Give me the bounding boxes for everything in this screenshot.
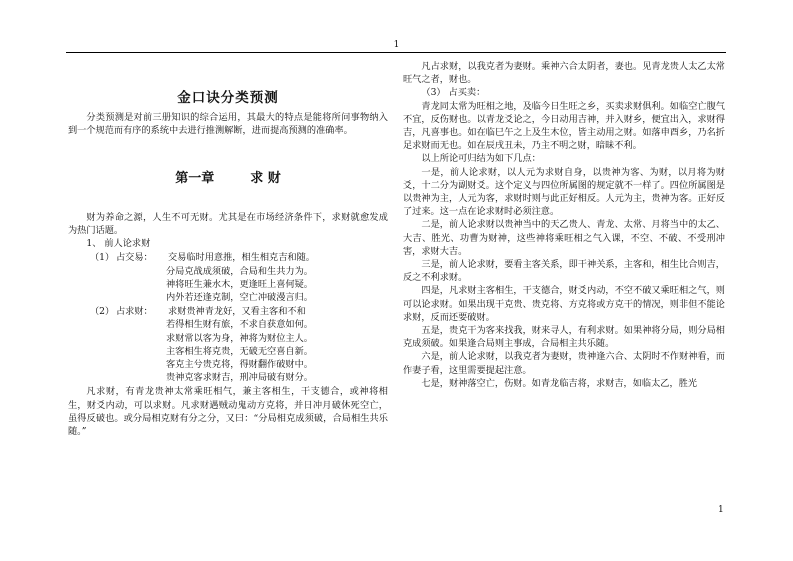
left-column: [68, 60, 388, 438]
verse-line: 神将旺生兼水木，更逢旺上喜何疑。: [166, 278, 313, 290]
verse-line: 分局克战成须破，合局和生共力为。: [166, 265, 313, 277]
body-paragraph: 凡占求财，以我克者为妻财。乘神六合太阴者，妻也。见青龙贵人太乙太常旺气之者，财也。: [403, 61, 725, 86]
body-paragraph: 五是，贵克干为客来找我，财来寻人，有利求财。如果神将分局，则分局相克成须破。如果逢合局则主事成，合局相主共乐随。: [403, 325, 725, 350]
body-paragraph: 四是，凡求财主客相生，干支德合，财爻内动，不空不破又乘旺相之气，则可以论求财。如果出现干克贵、贵克将、方克将或方克干的情况，则非但不能论求财，反而还要破财。: [403, 285, 725, 323]
verse-wealth: [68, 305, 388, 384]
header-page-number: 1: [393, 40, 400, 50]
chapter-label: 第一章: [175, 170, 215, 186]
body-paragraph: 青龙同太常为旺相之地，及临今日生旺之乡，买卖求财俱利。如临空亡腹气不宜，反伤财也。以青龙爻论之，今日动用吉神，并入财乡，便宜出入，求财得吉，凡喜事也。如在临巳午之上及生木位，皆主动用之财。如落申酉乡，乃名折足求财而无也。如在辰戌丑未，乃主不明之财，暗昧不利。: [403, 100, 725, 152]
verse-line: 内外若还逢克制，空亡冲破漫言归。: [166, 292, 313, 304]
body-paragraph: 一是，前人论求财，以人元为求财自身，以贵神为客、为财，以月将为财爻，十二分为副财爻。这个定义与四位所属图的规定就不一样了。四位所属图是以贵神为主，人元为客，求财时则与此正好相反。人元为主，贵神为客。正好反了过来。这一点在论求财时必须注意。: [403, 166, 725, 218]
footer-page-number: 1: [718, 505, 724, 515]
verse-line: 若得相生财有旅，不求自获意如何。: [166, 319, 313, 331]
chapter-name: 求 财: [250, 170, 281, 186]
header-divider: [66, 52, 726, 53]
body-paragraph: 六是，前人论求财，以我克者为妻财，贵神逢六合、太阴时不作财神看，而作妻子看，这里需要提起注意。: [403, 351, 725, 376]
body-paragraph: 以上所论可归结为如下几点：: [421, 153, 541, 165]
verse-line: 求财贵神青龙好，又看主客和不和: [168, 306, 306, 318]
verse-line: 交易临时用意推，相生相克吉和随。: [168, 252, 315, 264]
body-paragraph: 七是，财神落空亡，伤财。如青龙临吉将，求财吉，如临太乙，胜光: [421, 377, 698, 389]
chapter-heading: [68, 172, 388, 185]
body-paragraph: 凡求财，有青龙贵神太常乘旺相气，兼主客相生，干支德合，或神将相生，财爻内动，可以求财。凡求财遇贼动鬼动方克将，并日冲月破休死空亡，虽得反破也。或分局相克财有分之分，又曰：“分局相克成须破，合局相生共乐随。”: [68, 386, 388, 438]
verse-line: 贵神克客求财吉，刑冲局破有财分。: [166, 372, 313, 384]
body-paragraph: 二是，前人论求财以贵神当中的天乙贵人、青龙、太常、月将当中的太乙、大吉、胜光、功曹为财神，这些神将乘旺相之气入课，不空、不破、不受刑冲害，求财大吉。: [403, 219, 725, 257]
body-paragraph: 三是，前人论求财，要看主客关系，即干神关系，主客和，相生比合则吉，反之不利求财。: [403, 259, 725, 284]
intro-paragraph: 分类预测是对前三册知识的综合运用，其最大的特点是能将所问事物纳入到一个规范而有序的系统中去进行推测解断，进而提高预测的准确率。: [68, 112, 388, 137]
verse-label: 占交易：: [116, 252, 153, 264]
verse-trade: [68, 251, 388, 304]
verse-number: （2）: [90, 306, 115, 318]
verse-number: （1）: [90, 252, 115, 264]
document-title: 金口诀分类预测: [177, 90, 279, 106]
section-heading: 1、 前人论求财: [86, 238, 151, 250]
chapter-intro-paragraph: 财为养命之源，人生不可无财。尤其是在市场经济条件下，求财就愈发成为热门话题。: [68, 211, 388, 237]
verse-label: 占求财：: [116, 306, 153, 318]
verse-line: 客克主兮贵克将，得财翻作破财中。: [166, 359, 313, 371]
right-column: [403, 60, 725, 390]
verse-line: 主客相生将克贵，无破无空喜自新。: [166, 345, 313, 357]
subsection-heading: （3） 占买卖：: [421, 87, 486, 99]
verse-line: 求财常以客为身，神将为财位主人。: [166, 332, 313, 344]
